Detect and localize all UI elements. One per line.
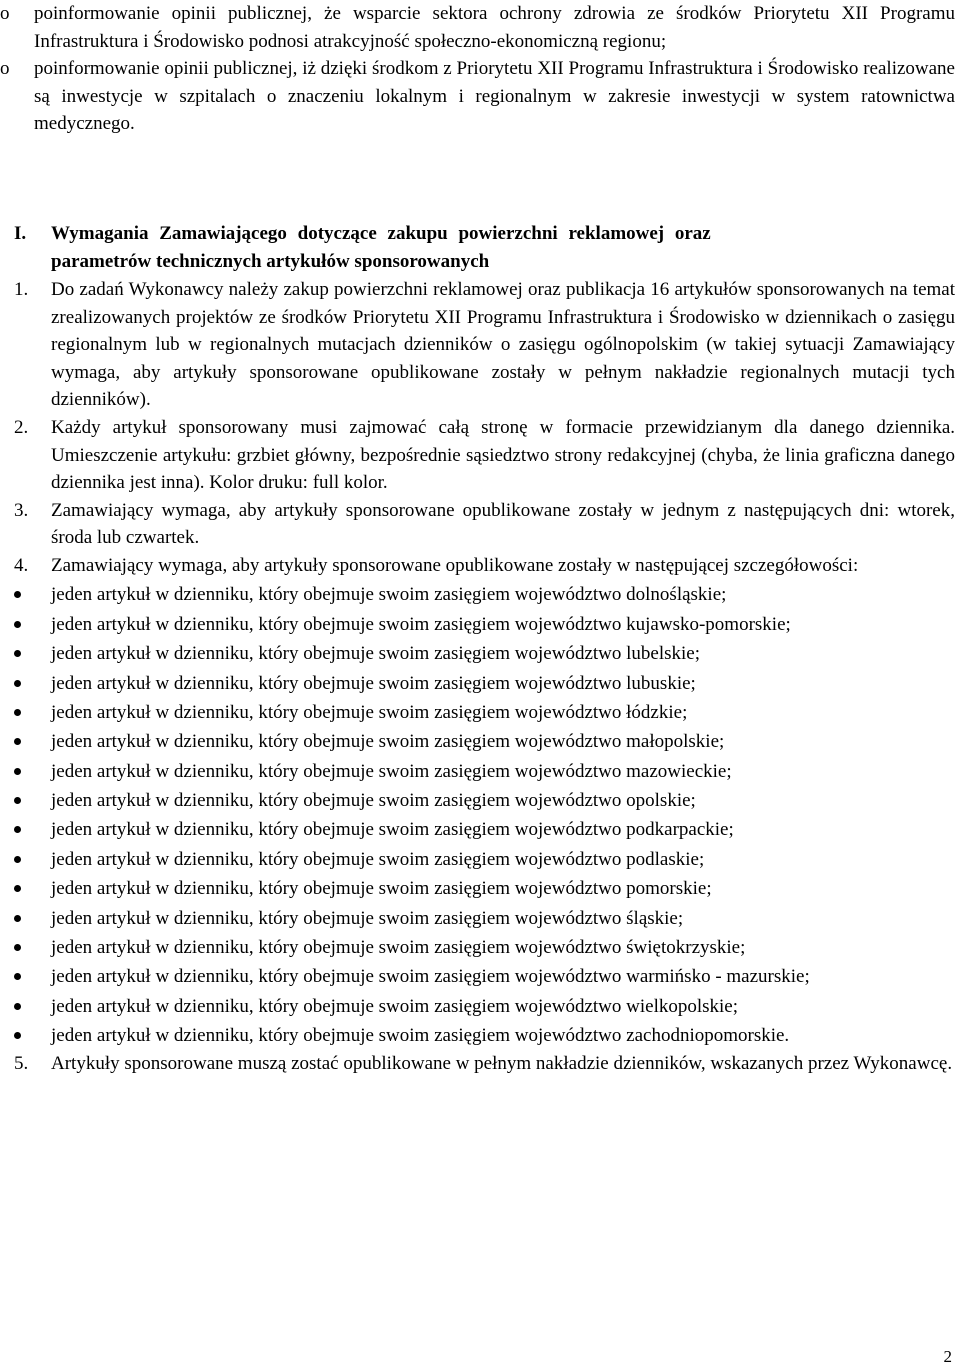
intro-list	[0, 0, 955, 138]
list-item	[0, 0, 955, 55]
list-item-text: jeden artykuł w dzienniku, który obejmuje swoim zasięgiem województwo mazowieckie;	[51, 760, 732, 782]
bullet-dot-icon	[14, 856, 21, 863]
list-item	[0, 670, 955, 698]
list-item	[0, 787, 955, 815]
list-item	[0, 581, 955, 609]
list-item-text: Zamawiający wymaga, aby artykuły sponsorowane opublikowane zostały w następującej szczegółowości:	[51, 554, 859, 576]
section-heading	[14, 220, 955, 275]
bullet-dot-icon	[14, 973, 21, 980]
list-item	[0, 552, 955, 580]
list-item	[0, 640, 955, 668]
list-item	[0, 699, 955, 727]
list-item	[0, 276, 955, 414]
circle-bullet-marker: o	[0, 58, 10, 80]
bullet-dot-icon	[14, 944, 21, 951]
list-item-text: Do zadań Wykonawcy należy zakup powierzchni reklamowej oraz publikacja 16 artykułów sponsorowanych na temat zrealizowanych projektów ze środków Priorytetu XII Programu Infrastruktura i Środowisko w dziennikach o zasięgu regionalnym lub w regionalnych mutacjach dzienników o zasięgu ogólnopolskim (w takiej sytuacji Zamawiający wymaga, aby artykuły sponsorowane opublikowane zostały w pełnym nakładzie regionalnych mutacji tych dzienników).	[51, 279, 955, 411]
list-item	[0, 758, 955, 786]
list-item-text: jeden artykuł w dzienniku, który obejmuje swoim zasięgiem województwo wielkopolskie;	[51, 995, 739, 1017]
item-number: 5.	[14, 1052, 29, 1074]
list-item-text: Artykuły sponsorowane muszą zostać opublikowane w pełnym nakładzie dzienników, wskazanych przez Wykonawcę.	[51, 1052, 953, 1074]
bullet-dot-icon	[14, 680, 21, 687]
list-item-text: jeden artykuł w dzienniku, który obejmuje swoim zasięgiem województwo lubelskie;	[51, 643, 701, 665]
bullet-dot-icon	[14, 768, 21, 775]
bullet-dot-icon	[14, 591, 21, 598]
list-item-text: jeden artykuł w dzienniku, który obejmuje swoim zasięgiem województwo dolnośląskie;	[51, 584, 727, 606]
list-item-text: poinformowanie opinii publicznej, iż dzięki środkom z Priorytetu XII Programu Infrastruktura i Środowisko realizowane są inwestycje w szpitalach o znaczeniu lokalnym i regionalnym w zakresie inwestycji w system ratownictwa medycznego.	[34, 58, 955, 135]
bullet-dot-icon	[14, 1032, 21, 1039]
list-item-text: jeden artykuł w dzienniku, który obejmuje swoim zasięgiem województwo podlaskie;	[51, 848, 705, 870]
page-number: 2	[943, 1347, 952, 1366]
list-item-text: poinformowanie opinii publicznej, że wsparcie sektora ochrony zdrowia ze środków Priorytetu XII Programu Infrastruktura i Środowisko podnosi atrakcyjność społeczno-ekonomiczną regionu;	[34, 3, 955, 52]
list-item-text: jeden artykuł w dzienniku, który obejmuje swoim zasięgiem województwo pomorskie;	[51, 878, 712, 900]
list-item	[0, 1022, 955, 1050]
requirements-list	[0, 276, 955, 1077]
list-item-text: jeden artykuł w dzienniku, który obejmuje swoim zasięgiem województwo lubuskie;	[51, 672, 696, 694]
list-item	[0, 875, 955, 903]
list-item	[0, 728, 955, 756]
bullet-dot-icon	[14, 650, 21, 657]
list-item	[0, 816, 955, 844]
list-item	[0, 1050, 955, 1078]
bullet-dot-icon	[14, 826, 21, 833]
list-item	[0, 611, 955, 639]
section-title-line1: Wymagania Zamawiającego dotyczące zakupu powierzchni reklamowej oraz	[51, 223, 711, 244]
list-item-text: jeden artykuł w dzienniku, który obejmuje swoim zasięgiem województwo opolskie;	[51, 790, 696, 812]
list-item	[0, 414, 955, 497]
list-item	[0, 963, 955, 991]
item-number: 1.	[14, 279, 29, 300]
list-item-text: Każdy artykuł sponsorowany musi zajmować całą stronę w formacie przewidzianym dla danego dziennika. Umieszczenie artykułu: grzbiet główny, bezpośrednie sąsiedztwo strony redakcyjnej (chyba, że linia graficzna danego dziennika jest inna). Kolor druku: full kolor.	[51, 416, 955, 494]
bullet-dot-icon	[14, 797, 21, 804]
list-item-text: jeden artykuł w dzienniku, który obejmuje swoim zasięgiem województwo świętokrzyskie;	[51, 937, 746, 959]
list-item	[0, 846, 955, 874]
list-item-text: jeden artykuł w dzienniku, który obejmuje swoim zasięgiem województwo kujawsko-pomorskie;	[51, 613, 791, 635]
list-item	[0, 497, 955, 552]
list-item-text: jeden artykuł w dzienniku, który obejmuje swoim zasięgiem województwo podkarpackie;	[51, 819, 734, 841]
section-title-line2: parametrów technicznych artykułów sponsorowanych	[51, 250, 490, 272]
bullet-dot-icon	[14, 915, 21, 922]
voivodeship-list	[0, 581, 955, 1049]
item-number: 3.	[14, 499, 29, 521]
list-item-text: jeden artykuł w dzienniku, który obejmuje swoim zasięgiem województwo małopolskie;	[51, 731, 725, 753]
list-item-text: jeden artykuł w dzienniku, który obejmuje swoim zasięgiem województwo zachodniopomorskie.	[51, 1025, 790, 1047]
item-number: 2.	[14, 416, 29, 438]
list-item-text: jeden artykuł w dzienniku, który obejmuje swoim zasięgiem województwo śląskie;	[51, 907, 684, 929]
list-item	[0, 905, 955, 933]
list-item	[0, 934, 955, 962]
list-item-text: jeden artykuł w dzienniku, który obejmuje swoim zasięgiem województwo warmińsko - mazurskie;	[51, 966, 810, 988]
list-item-text: Zamawiający wymaga, aby artykuły sponsorowane opublikowane zostały w jednym z następujących dni: wtorek, środa lub czwartek.	[51, 499, 955, 549]
list-item	[0, 55, 955, 138]
item-number: 4.	[14, 554, 29, 576]
section-number: I.	[14, 223, 27, 244]
list-item	[0, 993, 955, 1021]
bullet-dot-icon	[14, 885, 21, 892]
list-item-text: jeden artykuł w dzienniku, który obejmuje swoim zasięgiem województwo łódzkie;	[51, 701, 688, 723]
bullet-dot-icon	[14, 709, 21, 716]
bullet-dot-icon	[14, 621, 21, 628]
bullet-dot-icon	[14, 738, 21, 745]
circle-bullet-marker: o	[0, 3, 10, 24]
bullet-dot-icon	[14, 1003, 21, 1010]
